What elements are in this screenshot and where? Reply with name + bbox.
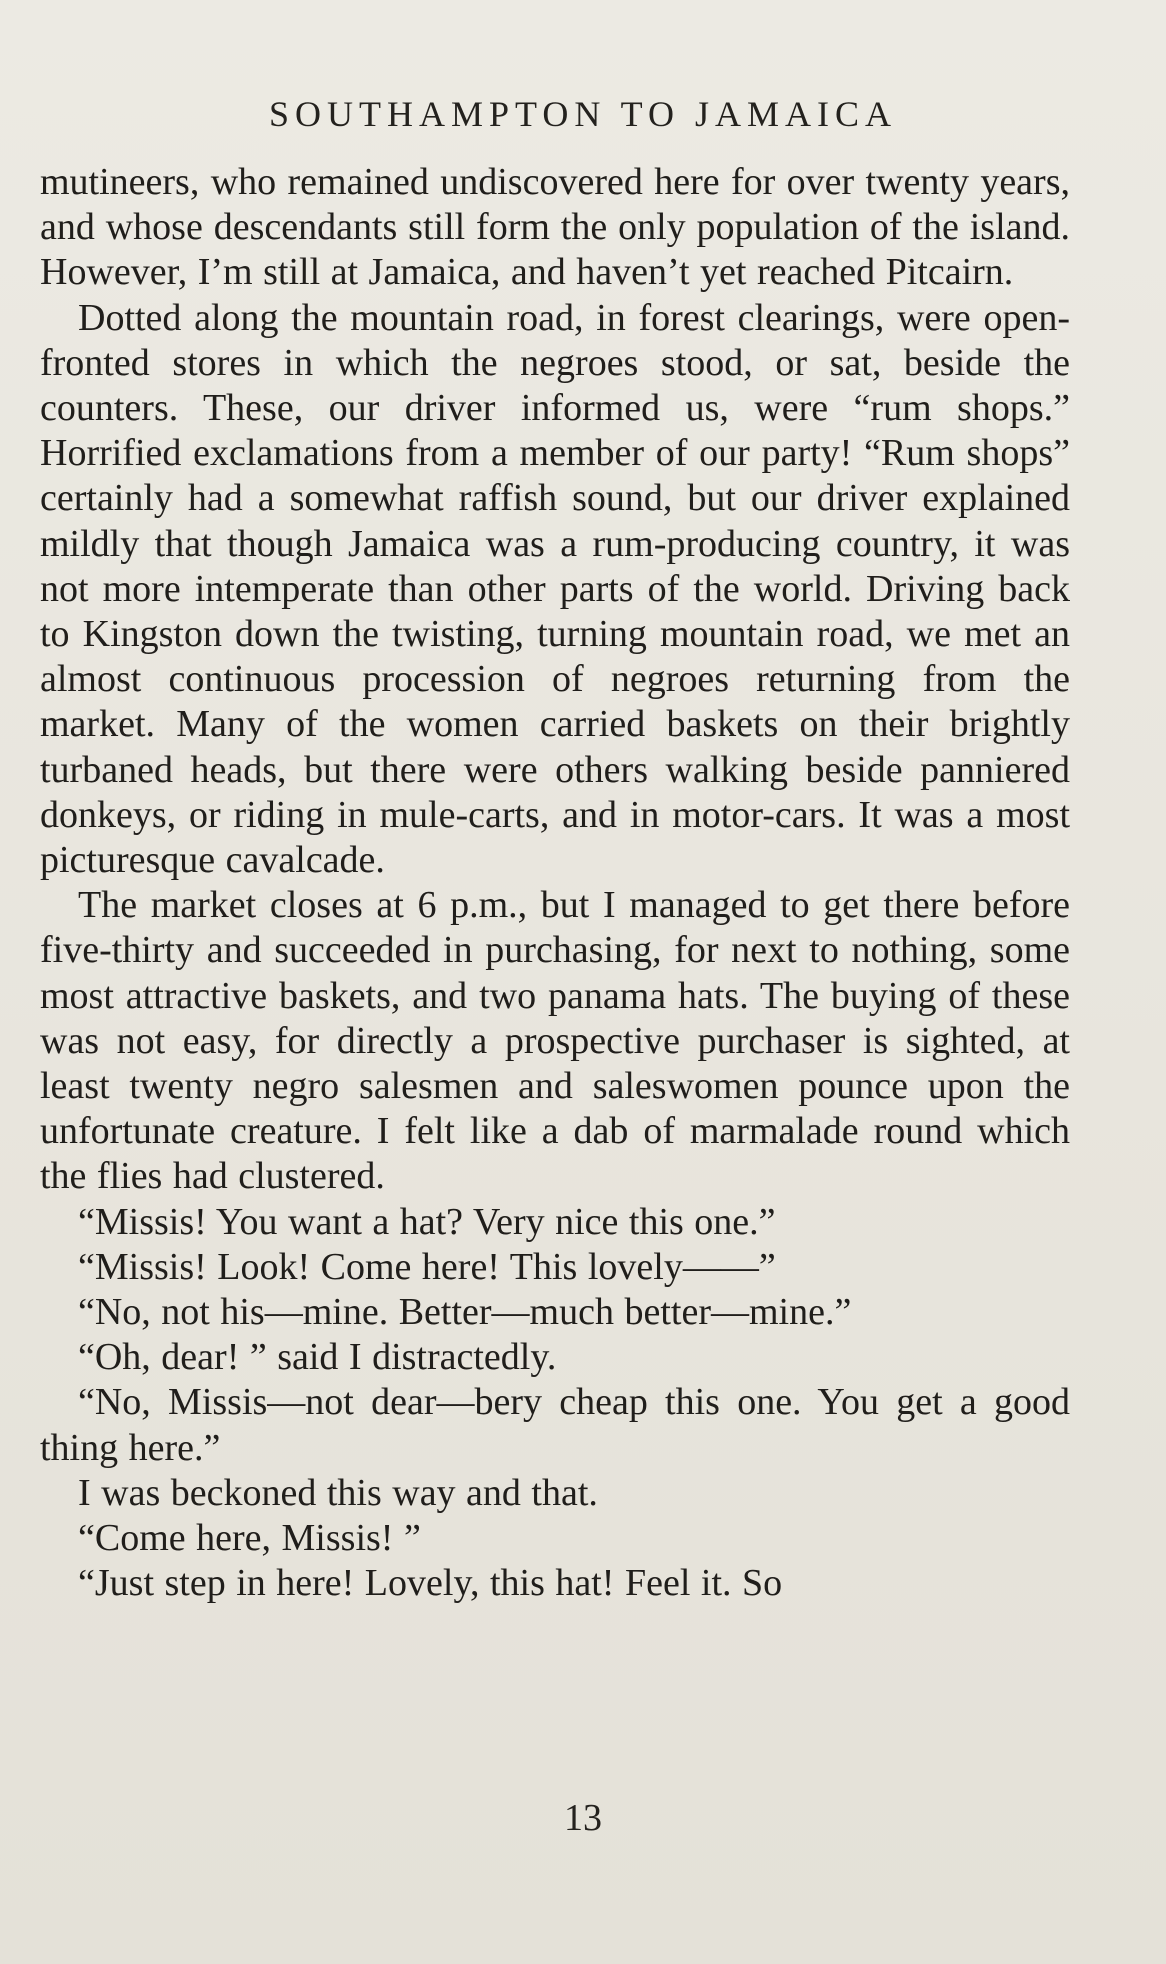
dialogue-line: “Missis! You want a hat? Very nice this one.”	[78, 1200, 776, 1243]
dialogue-line: “Just step in here! Lovely, this hat! Feel it. So	[78, 1562, 783, 1605]
paragraph-market: The market closes at 6 p.m., but I managed to get there before five-thirty and succeeded in purchasing, for next to nothing, some most attractive baskets, and two panama hats. The buying of these was not easy, for directly a prospective purchaser is sighted, at least twenty negro salesmen and saleswomen pounce upon the unfortunate creature. I felt like a dab of marmalade round which the flies had clustered.	[40, 884, 1070, 1198]
narration-line: I was beckoned this way and that.	[78, 1471, 598, 1514]
running-head: SOUTHAMPTON TO JAMAICA	[268, 94, 898, 134]
dialogue-line: “Oh, dear! ” said I distractedly.	[78, 1336, 557, 1379]
paragraph-mountain-road: Dotted along the mountain road, in forest clearings, were open-fronted stores in which the negroes stood, or sat, beside the counters. These, our driver informed us, were “rum shops.” Horrified exclamations from a member of our party! “Rum shops” certainly had a somewhat raffish sound, but our driver explained mildly that though Jamaica was a rum-producing country, it was not more intemperate than other parts of the world. Driving back to Kingston down the twisting, turning mountain road, we met an almost continuous procession of negroes returning from the market. Many of the women carried baskets on their brightly turbaned heads, but there were others walking beside panniered donkeys, or riding in mule-carts, and in motor-cars. It was a most picturesque cavalcade.	[40, 296, 1070, 882]
page-number: 13	[564, 1797, 602, 1839]
paragraph-continuation: mutineers, who remained undiscovered here for over twenty years, and whose descendants still form the only population of the island. However, I’m still at Jamaica, and haven’t yet reached Pitcairn.	[40, 161, 1070, 294]
dialogue-line: “Missis! Look! Come here! This lovely——”	[78, 1245, 776, 1288]
body-text	[40, 160, 1070, 1607]
dialogue-line: “Come here, Missis! ”	[78, 1517, 421, 1560]
dialogue-line: “No, Missis—not dear—bery cheap this one. You get a good thing here.”	[40, 1381, 1070, 1469]
dialogue-line: “No, not his—mine. Better—much better—mine.”	[78, 1291, 852, 1334]
